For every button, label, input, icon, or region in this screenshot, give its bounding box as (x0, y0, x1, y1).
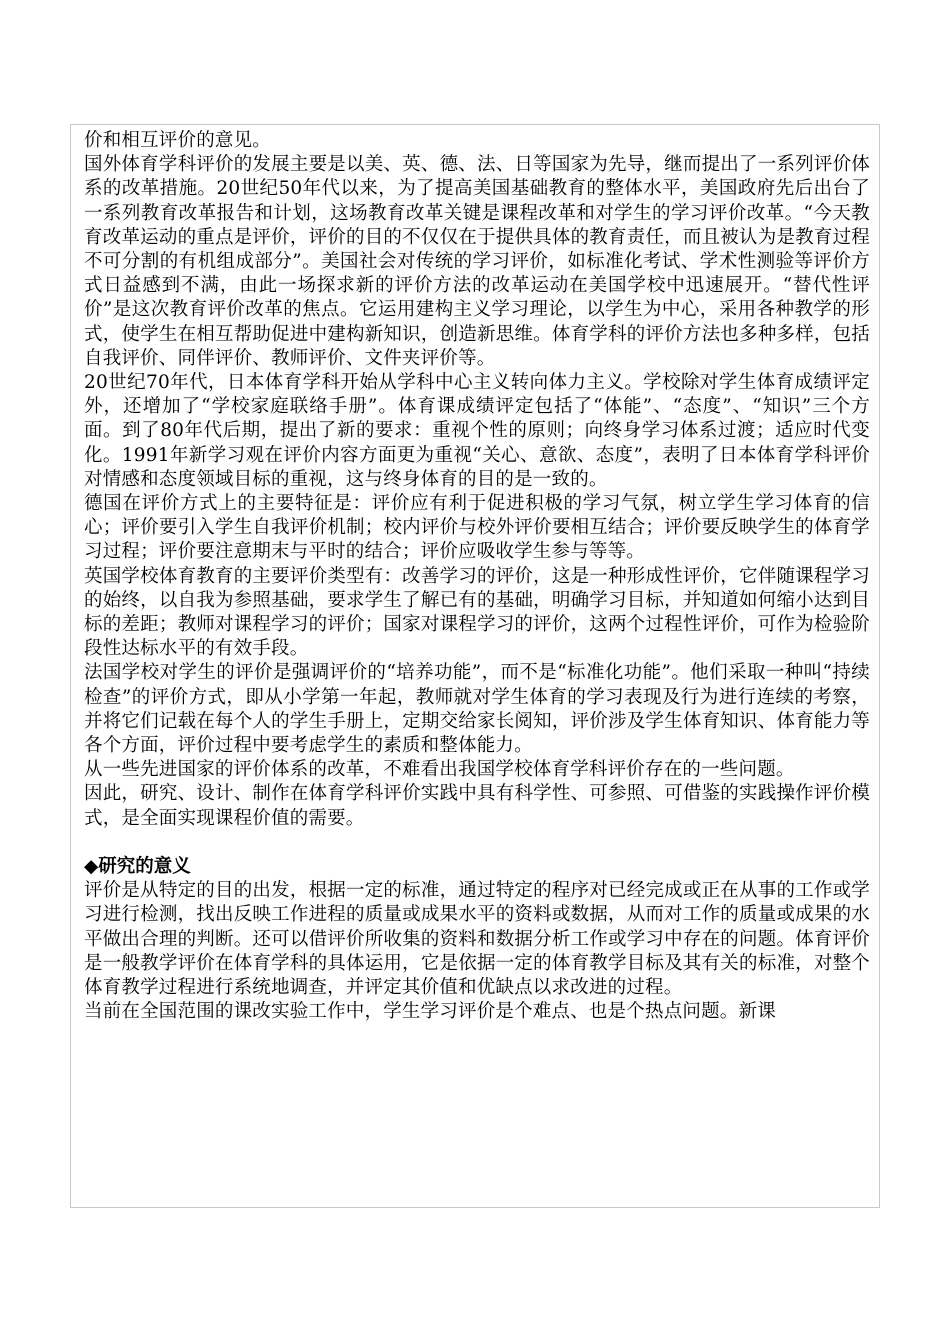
document-page (70, 124, 880, 1208)
paragraph-7: 从一些先进国家的评价体系的改革，不难看出我国学校体育学科评价存在的一些问题。 (84, 759, 795, 781)
diamond-bullet-icon: ◆ (84, 856, 99, 878)
section-heading-title: 研究的意义 (98, 856, 191, 878)
paragraph-4: 德国在评价方式上的主要特征是：评价应有利于促进积极的学习气氛，树立学生学习体育的信心；评价要引入学生自我评价机制；校内评价与校外评价要相互结合；评价要反映学生的体育学习过程；评价要注意期末与平时的结合；评价应吸收学生参与等等。 (84, 493, 870, 563)
paragraph-3: 20世纪70年代，日本体育学科开始从学科中心主义转向体力主义。学校除对学生体育成绩评定外，还增加了“学校家庭联络手册”。体育课成绩评定包括了“体能”、“态度”、“知识”三个方面。到了80年代后期，提出了新的要求：重视个性的原则；向终身学习体系过渡；适应时代变化。1991年新学习观在评价内容方面更为重视“关心、意欲、态度”，表明了日本体育学科评价对情感和态度领域目标的重视，这与终身体育的目的是一致的。 (84, 372, 870, 490)
paragraph-5: 英国学校体育教育的主要评价类型有：改善学习的评价，这是一种形成性评价，它伴随课程学习的始终，以自我为参照基础，要求学生了解已有的基础，明确学习目标，并知道如何缩小达到目标的差距；教师对课程学习的评价；国家对课程学习的评价，这两个过程性评价，可作为检验阶段性达标水平的有效手段。 (84, 565, 870, 660)
paragraph-9: 评价是从特定的目的出发，根据一定的标准，通过特定的程序对已经完成或正在从事的工作或学习进行检测，找出反映工作进程的质量或成果水平的资料或数据，从而对工作的质量或成果的水平做出合理的判断。还可以借评价所收集的资料和数据分析工作或学习中存在的问题。体育评价是一般教学评价在体育学科的具体运用，它是依据一定的体育教学目标及其有关的标准，对整个体育教学过程进行系统地调查，并评定其价值和优缺点以求改进的过程。 (84, 880, 870, 999)
paragraph-2: 国外体育学科评价的发展主要是以美、英、德、法、日等国家为先导，继而提出了一系列评价体系的改革措施。20世纪50年代以来，为了提高美国基础教育的整体水平，美国政府先后出台了一系列教育改革报告和计划，这场教育改革关键是课程改革和对学生的学习评价改革。“今天教育改革运动的重点是评价，评价的目的不仅仅在于提供具体的教育责任，而且被认为是教育过程不可分割的有机组成部分”。美国社会对传统的学习评价，如标准化考试、学术性测验等评价方式日益感到不满，由此一场探求新的评价方法的改革运动在美国学校中迅速展开。“替代性评价”是这次教育评价改革的焦点。它运用建构主义学习理论，以学生为中心，采用各种教学的形式，使学生在相互帮助促进中建构新知识，创造新思维。体育学科的评价方法也多种多样，包括自我评价、同伴评价、教师评价、文件夹评价等。 (84, 154, 870, 369)
paragraph-1: 价和相互评价的意见。 (84, 130, 272, 151)
section-heading (84, 855, 870, 879)
paragraph-10: 当前在全国范围的课改实验工作中，学生学习评价是个难点、也是个热点问题。新课 (84, 1001, 776, 1023)
paragraph-6: 法国学校对学生的评价是强调评价的“培养功能”，而不是“标准化功能”。他们采取一种叫“持续检查”的评价方式，即从小学第一年起，教师就对学生体育的学习表现及行为进行连续的考察，并将它们记载在每个人的学生手册上，定期交给家长阅知，评价涉及学生体育知识、体育能力等各个方面，评价过程中要考虑学生的素质和整体能力。 (84, 662, 870, 757)
blank-line-spacer (84, 831, 870, 855)
document-body (84, 129, 870, 1025)
paragraph-8: 因此，研究、设计、制作在体育学科评价实践中具有科学性、可参照、可借鉴的实践操作评价模式，是全面实现课程价值的需要。 (84, 783, 870, 829)
